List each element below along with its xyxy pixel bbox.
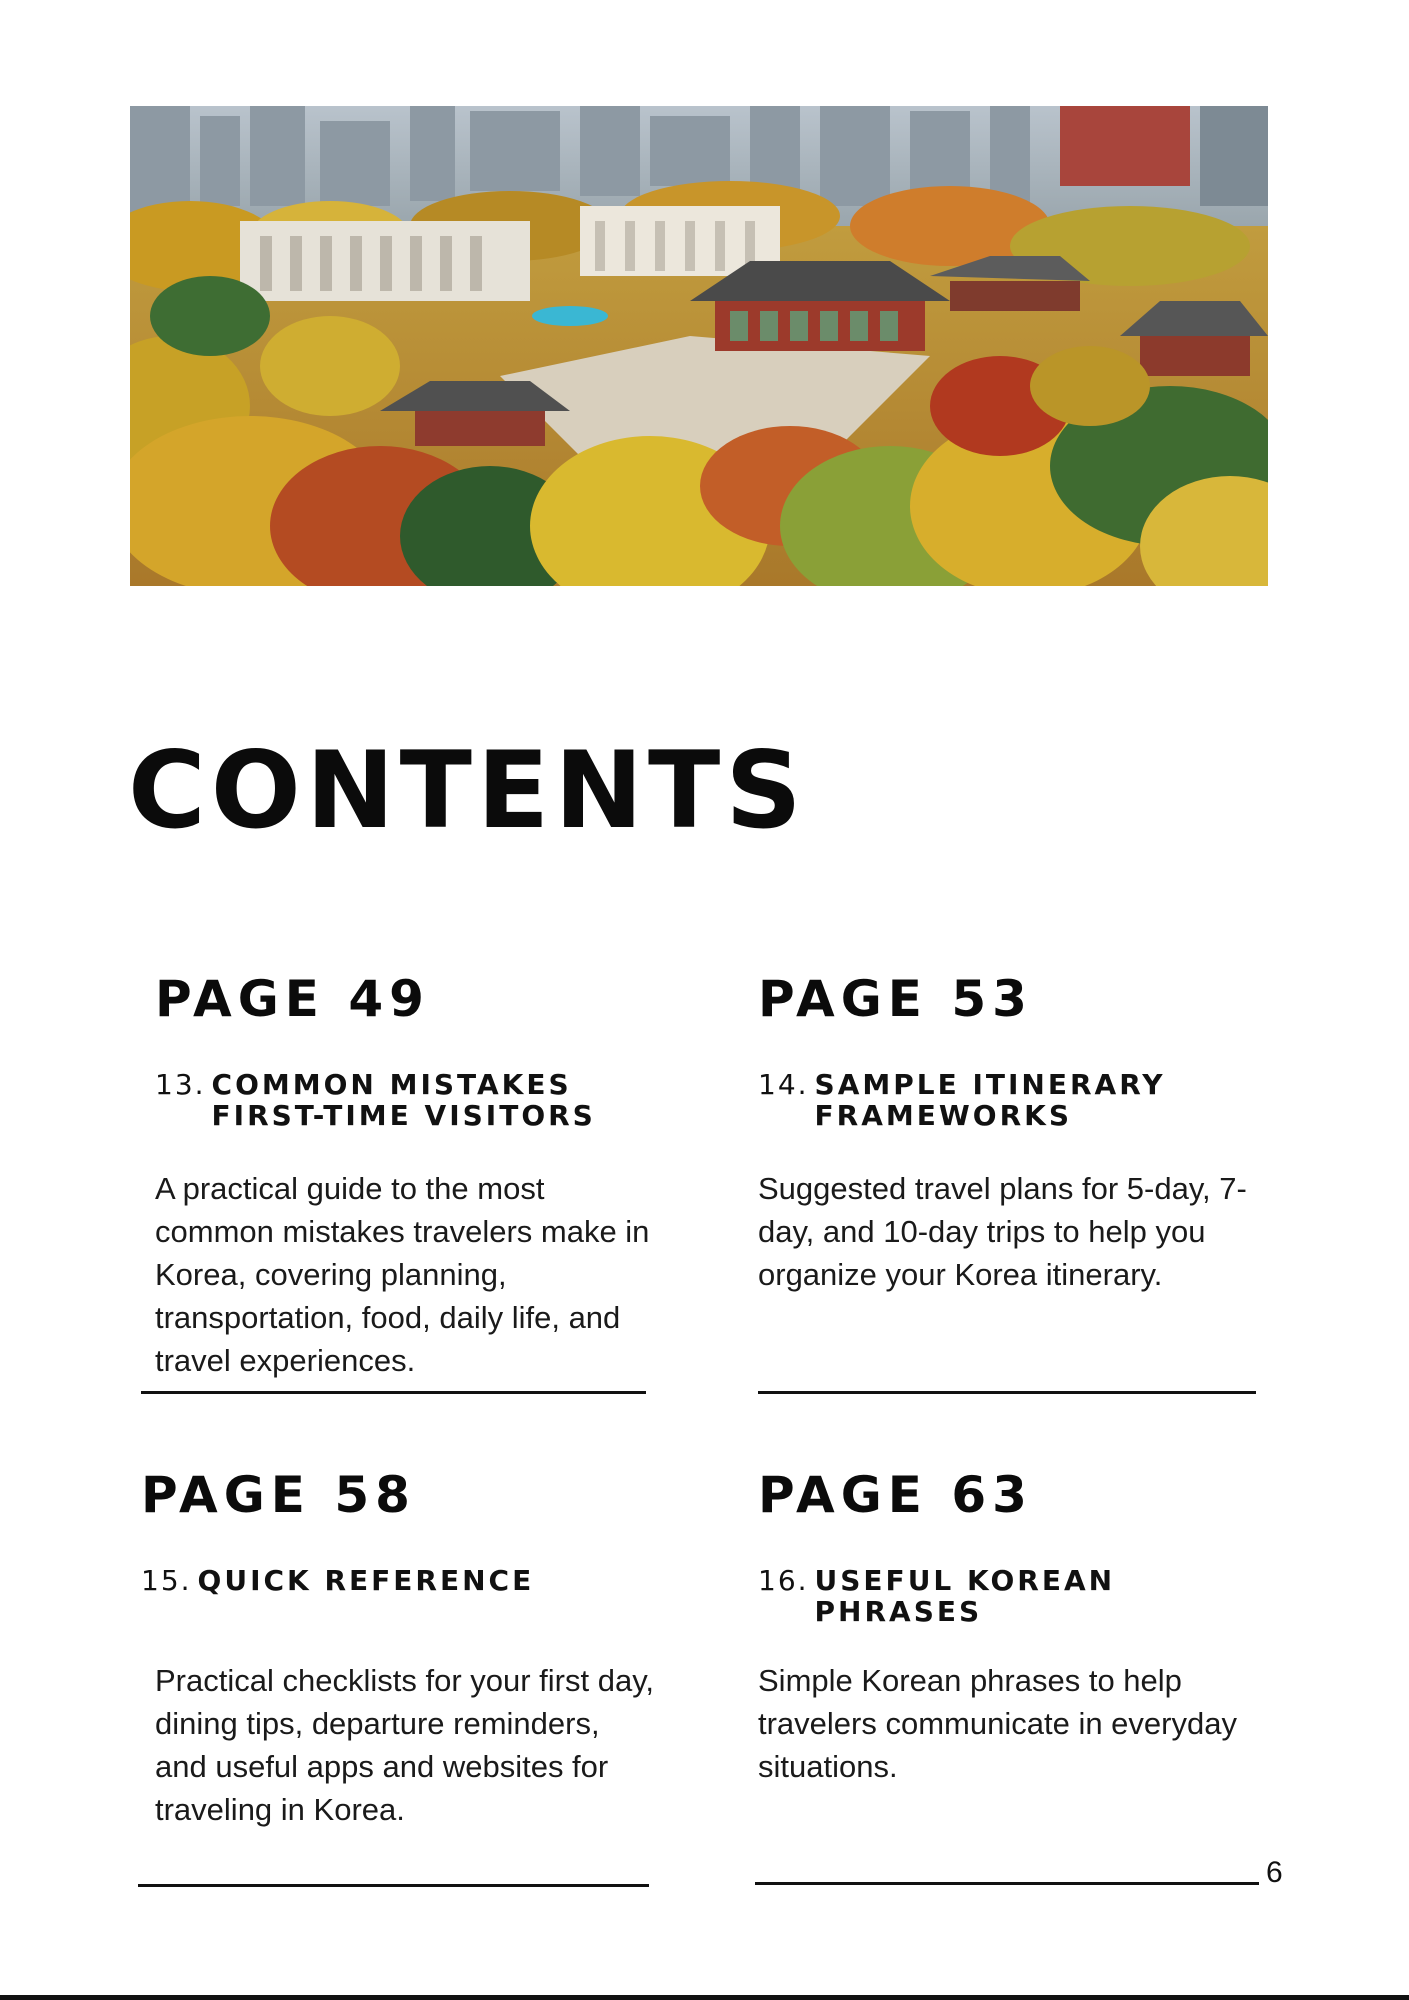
divider <box>755 1882 1259 1885</box>
entry-heading <box>758 1565 1278 1627</box>
entry-page-label: PAGE 63 <box>758 1466 1033 1524</box>
entry-description: A practical guide to the most common mistakes travelers make in Korea, covering planning, transportation, food, daily life, and travel experiences. <box>155 1171 650 1378</box>
entry-heading <box>155 1069 675 1131</box>
entry-description: Practical checklists for your first day, dining tips, departure reminders, and useful apps and websites for traveling in Korea. <box>155 1663 655 1827</box>
entry-description: Simple Korean phrases to help travelers communicate in everyday situations. <box>758 1663 1237 1784</box>
entry-number: 15. <box>141 1564 192 1597</box>
contents-entry[interactable] <box>758 970 1278 1132</box>
hero-image <box>130 106 1268 586</box>
entry-title: COMMON MISTAKES FIRST-TIME VISITORS <box>211 1068 596 1132</box>
entry-title: SAMPLE ITINERARY FRAMEWORKS <box>814 1068 1166 1132</box>
bottom-border <box>0 1995 1409 2000</box>
divider <box>141 1391 646 1394</box>
entry-description: Suggested travel plans for 5-day, 7-day, and 10-day trips to help you organize your Korea itinerary. <box>758 1171 1247 1292</box>
page-title: CONTENTS <box>128 729 807 852</box>
entry-number: 13. <box>155 1068 206 1101</box>
contents-entry[interactable] <box>141 1466 661 1597</box>
contents-entry[interactable] <box>155 970 675 1132</box>
entry-title: QUICK REFERENCE <box>197 1564 535 1597</box>
divider <box>138 1884 649 1887</box>
entry-number: 16. <box>758 1564 809 1597</box>
entry-page-label: PAGE 58 <box>141 1466 416 1524</box>
palace-autumn-illustration <box>130 106 1268 586</box>
entry-title: USEFUL KOREAN PHRASES <box>814 1564 1116 1628</box>
divider <box>758 1391 1256 1394</box>
page-number: 6 <box>1266 1856 1283 1889</box>
entry-page-label: PAGE 53 <box>758 970 1033 1028</box>
entry-heading <box>141 1565 661 1596</box>
entry-page-label: PAGE 49 <box>155 970 430 1028</box>
contents-entry[interactable] <box>758 1466 1278 1628</box>
entry-heading <box>758 1069 1278 1131</box>
entry-number: 14. <box>758 1068 809 1101</box>
